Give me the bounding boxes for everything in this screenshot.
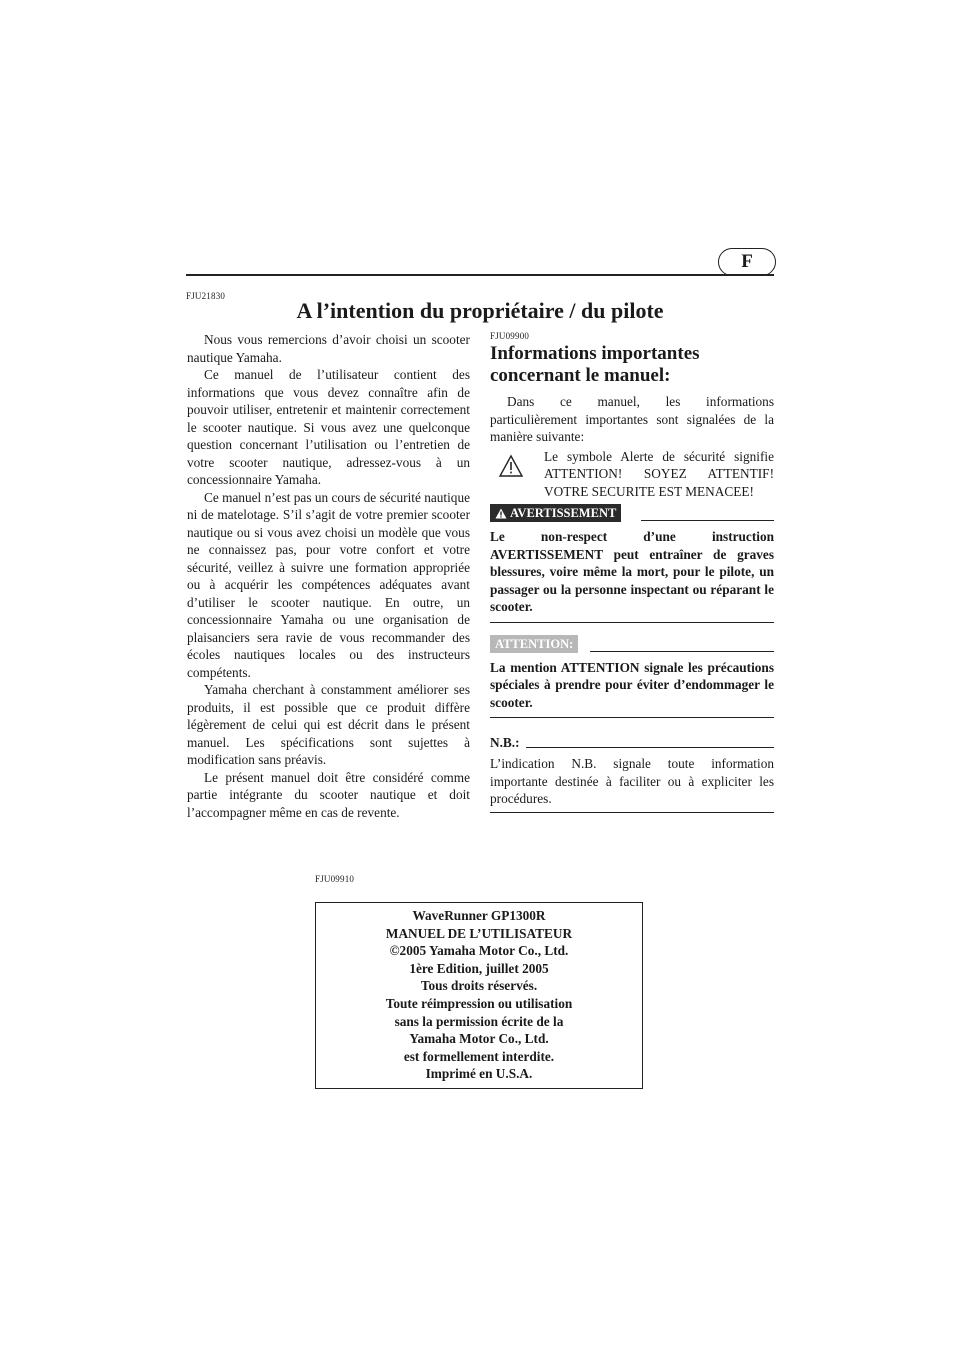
warning-header bbox=[490, 504, 774, 522]
page-title: A l’intention du propriétaire / du pilote bbox=[296, 298, 664, 323]
warning-triangle-icon bbox=[495, 508, 507, 519]
heading-line: Informations importantes bbox=[490, 343, 700, 364]
caution-text: La mention ATTENTION signale les précautions spéciales à prendre pour éviter d’endommager le scooter. bbox=[490, 659, 774, 710]
warning-banner bbox=[490, 504, 621, 522]
header-rule bbox=[186, 274, 774, 276]
paragraph: Le présent manuel doit être considéré comme partie intégrante du scooter nautique et doit l’accompagner même en cas de revente. bbox=[187, 769, 470, 820]
divider bbox=[590, 651, 774, 652]
divider bbox=[526, 747, 774, 748]
right-column bbox=[490, 331, 774, 813]
caution-header bbox=[490, 635, 774, 653]
imprint-code: FJU09910 bbox=[315, 874, 355, 884]
warning-label: AVERTISSEMENT bbox=[510, 506, 617, 520]
paragraph: Nous vous remercions d’avoir choisi un scooter nautique Yamaha. bbox=[187, 332, 470, 365]
nb-header bbox=[490, 734, 774, 751]
safety-alert bbox=[490, 448, 774, 501]
imprint-line: MANUEL DE L’UTILISATEUR bbox=[385, 925, 573, 941]
imprint-line: est formellement interdite. bbox=[403, 1048, 555, 1064]
imprint-line: sans la permission écrite de la bbox=[394, 1013, 564, 1029]
left-column bbox=[187, 331, 470, 821]
nb-text: L’indication N.B. signale toute information importante destinée à faciliter ou à expliciter les procédures. bbox=[490, 756, 774, 806]
warning-text: Le non-respect d’une instruction AVERTISSEMENT peut entraîner de graves blessures, voire même la mort, pour le pilote, un passager ou la personne inspectant ou réparant le scooter. bbox=[490, 529, 774, 614]
paragraph: Yamaha cherchant à constamment améliorer ses produits, il est possible que ce produit diffère légèrement de celui qui est décrit dans le présent manuel. Les spécifications sont sujettes à modification sans préavis. bbox=[187, 682, 470, 767]
nb-label: N.B.: bbox=[490, 735, 520, 750]
imprint-line: ©2005 Yamaha Motor Co., Ltd. bbox=[389, 943, 569, 959]
imprint-line: Toute réimpression ou utilisation bbox=[385, 995, 573, 1011]
imprint-line: Imprimé en U.S.A. bbox=[425, 1066, 533, 1082]
imprint-line: 1ère Edition, juillet 2005 bbox=[409, 960, 549, 976]
imprint-box bbox=[315, 902, 643, 1089]
paragraph: Ce manuel de l’utilisateur contient des informations que vous devez connaître afin de pouvoir utiliser, entretenir et maintenir correctement le scooter nautique. Si vous avez une quelconque question concernant l’utilisation ou l’entretien de votre scooter nautique, adressez-vous à un concessionnaire Yamaha. bbox=[187, 367, 470, 487]
alert-text: Le symbole Alerte de sécurité signifie ATTENTION! SOYEZ ATTENTIF! VOTRE SECURITE EST MENACEE! bbox=[544, 448, 774, 499]
divider bbox=[490, 717, 774, 718]
language-badge: F bbox=[718, 248, 776, 276]
section-code: FJU21830 bbox=[186, 291, 226, 301]
divider bbox=[641, 520, 774, 521]
imprint-line: Yamaha Motor Co., Ltd. bbox=[409, 1031, 549, 1047]
divider bbox=[490, 812, 774, 813]
intro-text: Dans ce manuel, les informations particulièrement importantes sont signalées de la manière suivante: bbox=[490, 394, 774, 444]
divider bbox=[490, 622, 774, 623]
paragraph: Ce manuel n’est pas un cours de sécurité nautique ni de matelotage. S’il s’agit de votre premier scooter nautique ou si vous avez choisi un modèle que vous ne connaissez pas, pour votre confort et votre sécurité, veillez à suivre une formation appropriée ou à acquérir les compétences adéquates avant d’utiliser le scooter nautique. En outre, un concessionnaire Yamaha ou une organisation de plaisanciers sera ravie de vous recommander des écoles nautiques locales ou des instructeurs compétents. bbox=[187, 489, 470, 680]
warning-triangle-icon bbox=[490, 448, 544, 501]
imprint-line: Tous droits réservés. bbox=[420, 978, 538, 994]
section-code: FJU09900 bbox=[490, 331, 530, 341]
heading-line: concernant le manuel: bbox=[490, 365, 671, 386]
caution-banner bbox=[490, 635, 578, 653]
caution-label: ATTENTION: bbox=[495, 636, 574, 651]
section-heading bbox=[490, 343, 774, 387]
imprint-line: WaveRunner GP1300R bbox=[412, 908, 546, 923]
